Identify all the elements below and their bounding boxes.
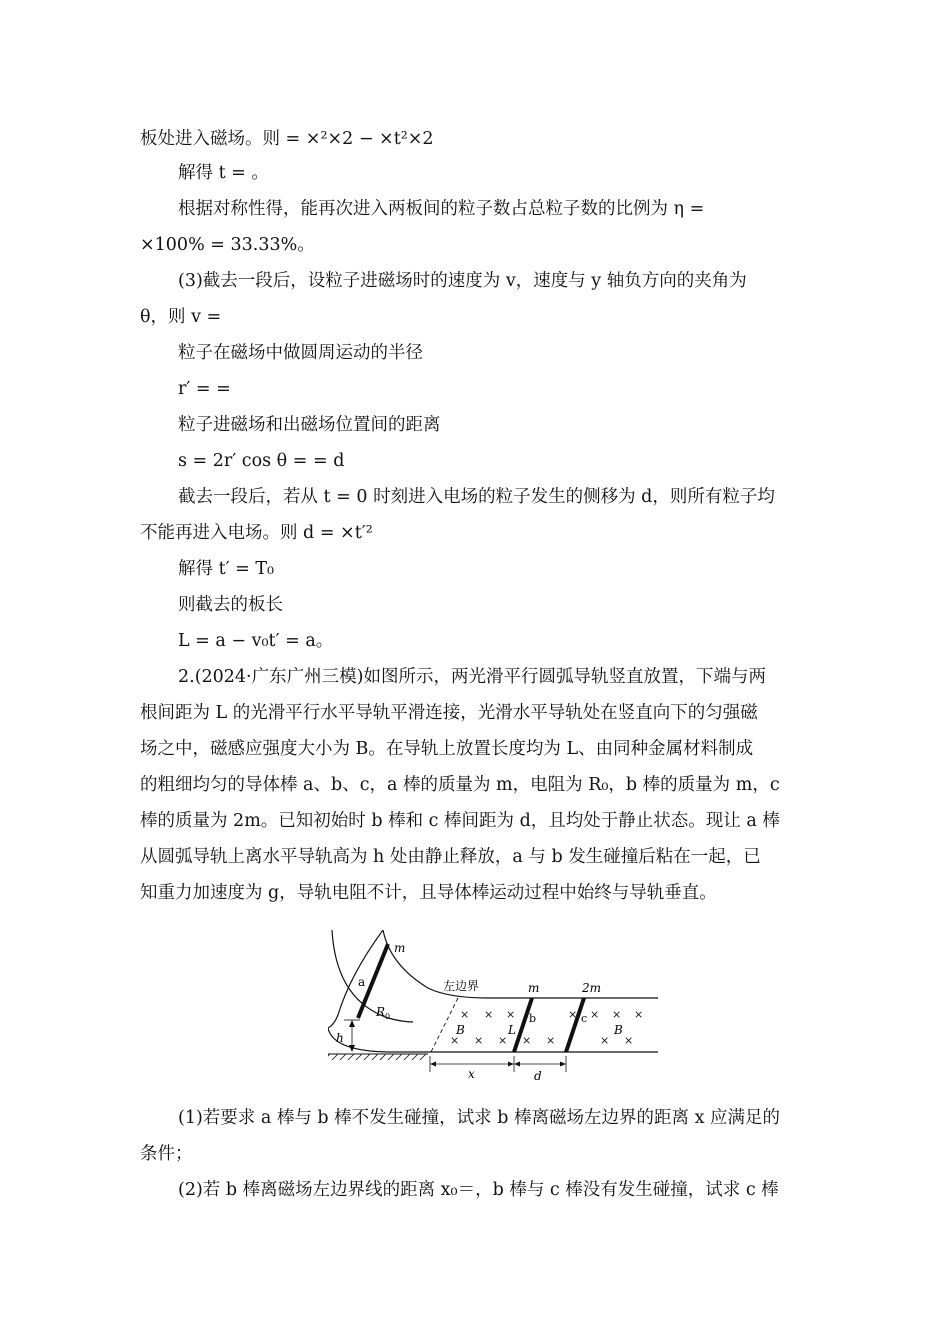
label-d: d [534,1069,542,1080]
field-cross: × [498,1034,508,1047]
field-cross: × [506,1008,516,1021]
problem-text: 场之中，磁感应强度大小为 B。在导轨上放置长度均为 L、由同种金属材料制成 [140,739,754,759]
label-a: a [358,975,366,989]
text-line: 粒子在磁场中做圆周运动的半径 [178,343,423,363]
problem-text: 从圆弧导轨上离水平导轨高为 h 处由静止释放，a 与 b 发生碰撞后粘在一起，已 [140,847,761,867]
problem-text: 2.(2024·广东广州三模)如图所示，两光滑平行圆弧导轨竖直放置，下端与两 [178,667,766,687]
text-line: 解得 t = 。 [178,163,269,183]
label-m-b: m [528,981,540,995]
field-cross: × [450,1034,460,1047]
label-L: L [508,1023,516,1037]
field-cross: × [546,1034,556,1047]
text-line: ×100% = 33.33%。 [140,235,315,255]
text-line: 粒子进磁场和出磁场位置间的距离 [178,415,441,435]
text-line: θ，则 v = [140,307,222,327]
arc-rail-right [383,930,658,998]
text-line: 根据对称性得，能再次进入两板间的粒子数占总粒子数的比例为 η = [178,199,705,219]
text-line: s = 2r′ cos θ = = d [178,451,345,471]
label-B2: B [614,1023,623,1037]
text-line: 板处进入磁场。则 = ×²×2 − ×t²×2 [140,129,434,149]
field-cross: × [600,1034,610,1047]
field-cross: × [568,1008,578,1021]
question-text: 条件； [140,1144,193,1164]
text-line: 截去一段后，若从 t = 0 时刻进入电场的粒子发生的侧移为 d，则所有粒子均 [178,487,775,507]
label-R0: $R_0$ [376,1005,391,1021]
field-cross: × [634,1008,644,1021]
text-line: 解得 t′ = T₀ [178,559,275,579]
problem-text: 知重力加速度为 g，导轨电阻不计，且导体棒运动过程中始终与导轨垂直。 [140,883,717,903]
text-line: 不能再进入电场。则 d = ×t′² [140,523,373,543]
label-m-c: 2m [582,981,602,995]
problem-text: 棒的质量为 2m。已知初始时 b 棒和 c 棒间距为 d，且均处于静止状态。现让 a 棒 [140,811,780,831]
field-cross: × [590,1008,600,1021]
label-left-boundary: 左边界 [443,979,480,993]
field-cross: × [474,1034,484,1047]
label-h: h [336,1031,344,1045]
text-line: (3)截去一段后，设粒子进磁场时的速度为 v，速度与 y 轴负方向的夹角为 [178,271,747,291]
label-m-a: m [394,941,406,955]
field-cross: × [612,1008,622,1021]
problem-text: 根间距为 L 的光滑平行水平导轨平滑连接，光滑水平导轨处在竖直向下的匀强磁 [140,703,758,723]
field-cross: × [522,1034,532,1047]
text-line: 则截去的板长 [178,595,283,615]
label-c: c [581,1012,588,1025]
question-text: (1)若要求 a 棒与 b 棒不发生碰撞，试求 b 棒离磁场左边界的距离 x 应满足的 [178,1108,780,1128]
question-text: (2)若 b 棒离磁场左边界线的距离 x₀＝，b 棒与 c 棒没有发生碰撞，试求 c 棒 [178,1180,779,1200]
label-b: b [529,1012,537,1025]
field-cross: × [460,1008,470,1021]
label-B1: B [456,1023,465,1037]
rail-diagram [328,930,658,1080]
text-line: r′ = = [178,379,231,399]
label-x: x [468,1067,475,1080]
field-cross: × [624,1034,634,1047]
text-line: L = a − v₀t′ = a。 [178,631,334,651]
field-cross: × [484,1008,494,1021]
problem-text: 的粗细均匀的导体棒 a、b、c，a 棒的质量为 m，电阻为 R₀，b 棒的质量为 m，c [140,775,780,795]
